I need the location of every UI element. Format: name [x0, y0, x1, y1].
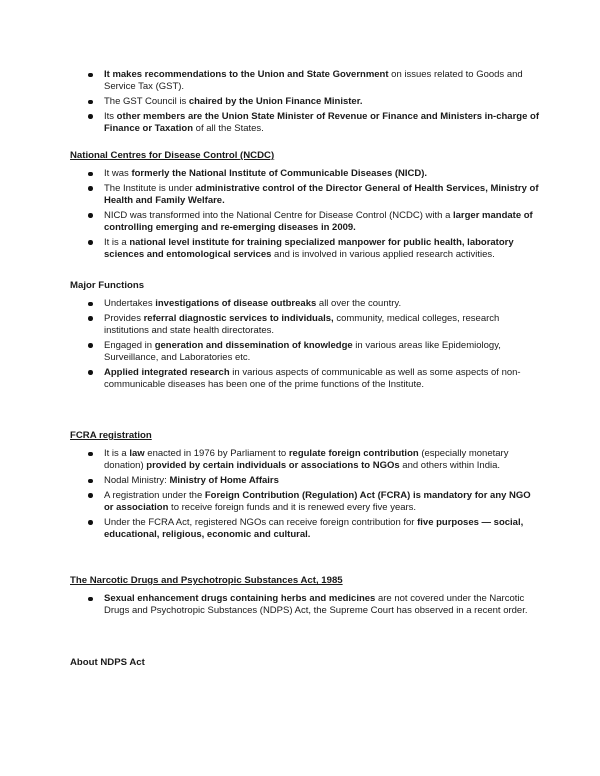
bullet-icon: [88, 172, 93, 177]
bold-text: provided by certain individuals or associations to NGOs: [146, 460, 400, 472]
text: and others within India.: [399, 460, 501, 472]
text: Engaged in: [104, 339, 155, 351]
section-heading: About NDPS Act: [70, 657, 145, 668]
list-item: [70, 168, 540, 180]
text: NICD was transformed into the National Centre for Disease Control (NCDC) with a: [104, 209, 453, 221]
text: Under the FCRA Act, registered NGOs can receive foreign contribution for: [104, 516, 418, 528]
text: and is involved in various applied research activities.: [271, 249, 495, 260]
bullet-icon: [88, 100, 93, 105]
bold-text: chaired by the Union Finance Minister.: [188, 96, 363, 107]
text: It is a: [104, 236, 130, 248]
bold-text: Applied integrated research: [104, 366, 230, 378]
list-item: [70, 448, 540, 472]
list-item: [70, 593, 540, 617]
text: Nodal Ministry:: [104, 475, 170, 486]
list-item: [70, 517, 540, 541]
bullet-list: [70, 448, 540, 541]
text: in various aspects of communicable as well as some aspects of non-communicable diseases has been one of the prime functions of the Institute.: [104, 366, 521, 390]
list-item: [70, 490, 540, 514]
bold-text: regulate foreign contribution: [288, 448, 419, 459]
list-item: [70, 340, 540, 364]
list-item: [70, 237, 540, 261]
list-item: [70, 96, 540, 108]
ndps-section: [70, 574, 540, 620]
bullet-list: [70, 168, 540, 261]
bullet-icon: [88, 343, 93, 348]
list-item: [70, 367, 540, 391]
section-heading: National Centres for Disease Control (NCDC): [70, 150, 275, 161]
bold-text: formerly the National Institute of Communicable Diseases (NICD).: [131, 168, 428, 179]
text: community, medical colleges, research institutions and state health directorates.: [104, 312, 500, 336]
bold-text: five purposes — social, educational, religious, economic and cultural.: [104, 516, 524, 540]
bullet-icon: [88, 302, 93, 307]
fcra-section: [70, 429, 540, 544]
text: of all the States.: [193, 123, 264, 134]
bold-text: Ministry of Home Affairs: [169, 475, 279, 486]
bullet-icon: [88, 114, 93, 119]
bullet-icon: [88, 73, 93, 78]
list-item: [70, 183, 540, 207]
bullet-icon: [88, 597, 93, 602]
bold-text: administrative control of the Director General of Health Services, Ministry of Health and Family Welfare.: [104, 182, 539, 206]
bold-text: Sexual enhancement drugs containing herbs and medicines: [104, 593, 376, 604]
section-heading: The Narcotic Drugs and Psychotropic Substances Act, 1985: [70, 575, 343, 586]
bullet-list: [70, 593, 540, 617]
text: Its: [104, 110, 117, 122]
text: enacted in 1976 by Parliament to: [144, 448, 289, 459]
bullet-icon: [88, 213, 93, 218]
bullet-icon: [88, 370, 93, 375]
text: It was: [104, 168, 132, 179]
major-functions-section: [70, 279, 540, 394]
text: A registration under the: [104, 489, 205, 501]
text: Provides: [104, 312, 144, 324]
bold-text: investigations of disease outbreaks: [155, 298, 317, 309]
text: to receive foreign funds and it is renewed every five years.: [168, 502, 417, 513]
about-ndps-section: [70, 656, 540, 669]
list-item: [70, 210, 540, 234]
bullet-list: [70, 69, 540, 135]
bold-text: other members are the Union State Minister of Revenue or Finance and Ministers in-charge of Finance or Taxation: [104, 110, 539, 134]
bold-text: generation and dissemination of knowledge: [154, 339, 353, 351]
text: Undertakes: [104, 298, 156, 309]
bold-text: Foreign Contribution (Regulation) Act (FCRA) is mandatory for any NGO or association: [104, 489, 531, 513]
ncdc-section: [70, 149, 540, 264]
list-item: [70, 313, 540, 337]
section-heading: Major Functions: [70, 280, 145, 291]
bold-text: national level institute for training specialized manpower for public health, laboratory sciences and entomological services: [104, 236, 514, 260]
list-item: [70, 69, 540, 93]
bullet-icon: [88, 186, 93, 191]
list-item: [70, 111, 540, 135]
bold-text: larger mandate of controlling emerging and re-emerging diseases in 2009.: [104, 209, 533, 233]
text: The GST Council is: [104, 96, 189, 107]
bullet-list: [70, 298, 540, 391]
bold-text: referral diagnostic services to individuals,: [143, 312, 334, 324]
bullet-icon: [88, 316, 93, 321]
gst-council-section: [70, 69, 540, 138]
bullet-icon: [88, 452, 93, 457]
bold-text: It makes recommendations to the Union and State Government: [104, 69, 389, 80]
list-item: [70, 298, 540, 310]
text: are not covered under the Narcotic Drugs and Psychotropic Substances (NDPS) Act, the Supreme Court has observed in a recent order.: [104, 593, 528, 617]
bullet-icon: [88, 520, 93, 525]
text: in various areas like Epidemiology, Surveillance, and Laboratories etc.: [104, 339, 501, 363]
bold-text: law: [129, 448, 145, 459]
text: It is a: [104, 448, 130, 459]
bullet-icon: [88, 240, 93, 245]
bullet-icon: [88, 493, 93, 498]
text: all over the country.: [316, 298, 402, 309]
list-item: [70, 475, 540, 487]
bullet-icon: [88, 479, 93, 484]
text: The Institute is under: [104, 182, 196, 194]
text: on issues related to Goods and Service Tax (GST).: [104, 69, 523, 93]
text: (especially monetary donation): [104, 448, 509, 472]
section-heading: FCRA registration: [70, 430, 152, 441]
